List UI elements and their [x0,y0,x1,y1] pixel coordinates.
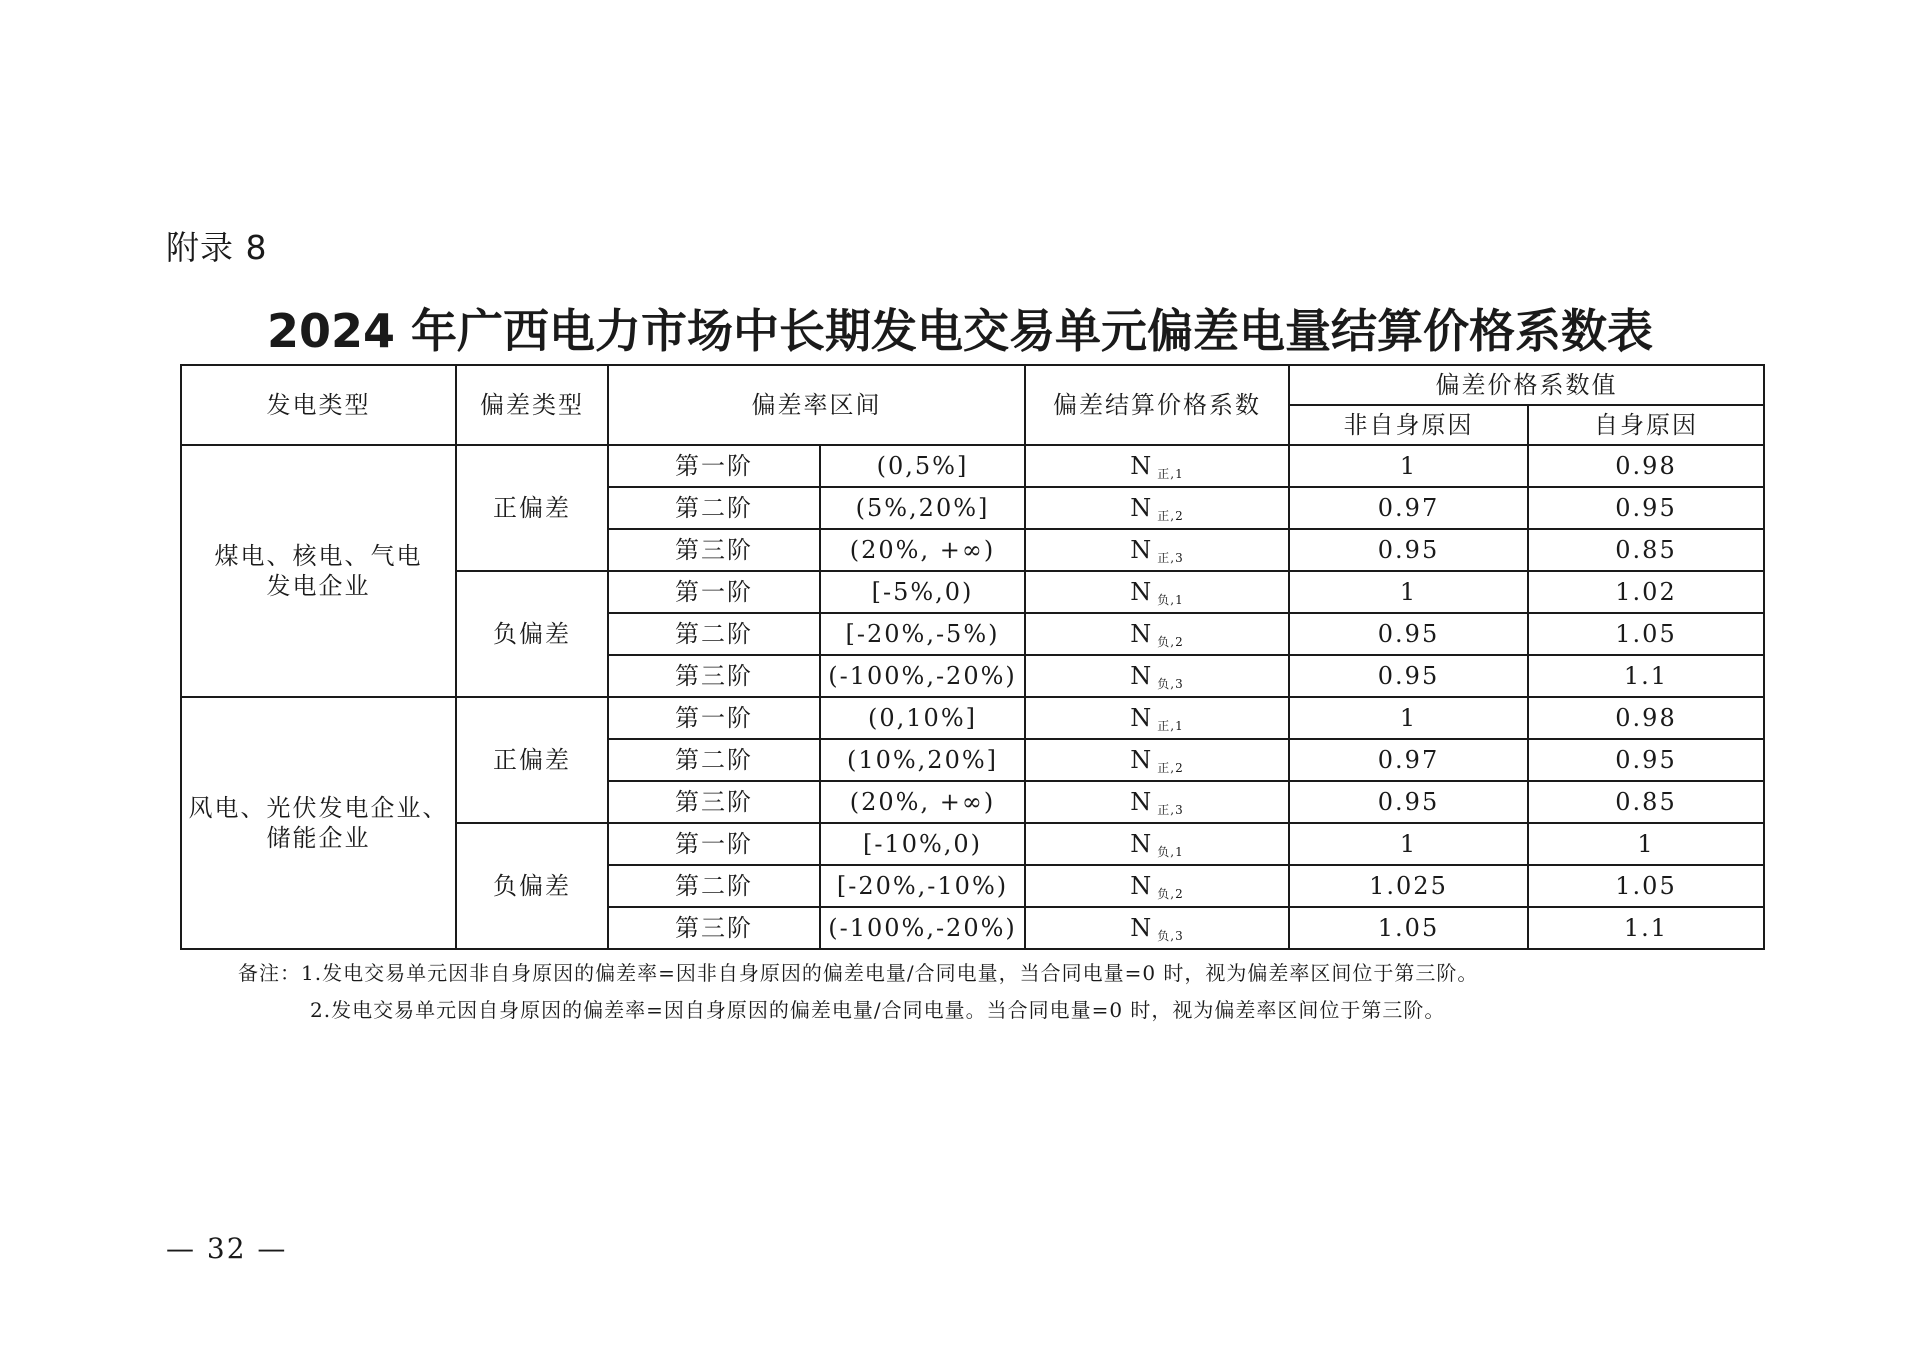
coef-symbol-cell [1025,781,1289,823]
coef-symbol: N [1130,913,1154,942]
coef-symbol-cell [1025,571,1289,613]
coef-symbol-subscript: 负,3 [1157,928,1184,943]
range-cell: [-10%,0) [820,823,1025,865]
range-cell: (0,10%] [820,697,1025,739]
range-cell: [-20%,-10%) [820,865,1025,907]
range-cell: (-100%,-20%) [820,655,1025,697]
coef-symbol-cell [1025,907,1289,949]
range-cell: (5%,20%] [820,487,1025,529]
header-coef-value: 偏差价格系数值 [1289,365,1764,405]
non-self-value-cell: 1 [1289,823,1528,865]
self-value-cell: 0.85 [1528,781,1764,823]
self-value-cell: 1.1 [1528,655,1764,697]
self-value-cell: 1.02 [1528,571,1764,613]
range-cell: (20%, +∞) [820,529,1025,571]
tier-cell: 第二阶 [608,739,820,781]
tier-cell: 第一阶 [608,823,820,865]
non-self-value-cell: 0.97 [1289,739,1528,781]
tier-cell: 第一阶 [608,445,820,487]
appendix-label: 附录 8 [166,228,268,267]
coef-symbol-subscript: 负,2 [1157,634,1184,649]
coef-symbol: N [1130,451,1154,480]
non-self-value-cell: 0.95 [1289,529,1528,571]
tier-cell: 第二阶 [608,865,820,907]
notes [238,955,1478,1029]
coef-symbol-cell [1025,487,1289,529]
non-self-value-cell: 1 [1289,697,1528,739]
header-non-self: 非自身原因 [1289,405,1528,445]
tier-cell: 第二阶 [608,487,820,529]
self-value-cell: 0.95 [1528,739,1764,781]
dev-type-cell: 正偏差 [456,445,608,571]
header-gen-type: 发电类型 [181,365,456,445]
range-cell: (10%,20%] [820,739,1025,781]
dev-type-cell: 负偏差 [456,823,608,949]
tier-cell: 第三阶 [608,529,820,571]
coefficient-table [180,364,1765,950]
range-cell: (0,5%] [820,445,1025,487]
coef-symbol-cell [1025,529,1289,571]
coef-symbol: N [1130,535,1154,564]
non-self-value-cell: 1 [1289,571,1528,613]
page-number: — 32 — [166,1232,288,1265]
range-cell: [-20%,-5%) [820,613,1025,655]
tier-cell: 第三阶 [608,781,820,823]
self-value-cell: 1.05 [1528,613,1764,655]
gen-type-line: 煤电、核电、气电 [214,542,423,570]
coef-symbol: N [1130,661,1154,690]
tier-cell: 第一阶 [608,697,820,739]
coef-symbol-cell [1025,613,1289,655]
header-coef-symbol: 偏差结算价格系数 [1025,365,1289,445]
header-self: 自身原因 [1528,405,1764,445]
tier-cell: 第二阶 [608,613,820,655]
page-title: 2024 年广西电力市场中长期发电交易单元偏差电量结算价格系数表 [266,304,1654,358]
gen-type-line: 储能企业 [266,824,371,852]
range-cell: [-5%,0) [820,571,1025,613]
coef-symbol-subscript: 负,1 [1157,592,1184,607]
gen-type-cell [181,445,456,697]
coef-symbol-cell [1025,445,1289,487]
coef-symbol: N [1130,703,1154,732]
coef-symbol-subscript: 负,3 [1157,676,1184,691]
coef-symbol-subscript: 正,3 [1157,550,1184,565]
self-value-cell: 1.05 [1528,865,1764,907]
non-self-value-cell: 0.97 [1289,487,1528,529]
non-self-value-cell: 0.95 [1289,655,1528,697]
non-self-value-cell: 1 [1289,445,1528,487]
table-row [181,445,1764,487]
coef-symbol-subscript: 正,1 [1157,466,1184,481]
coef-symbol-subscript: 负,2 [1157,886,1184,901]
table-row [181,697,1764,739]
self-value-cell: 1 [1528,823,1764,865]
coef-symbol: N [1130,871,1154,900]
note-line-2: 2.发电交易单元因自身原因的偏差率=因自身原因的偏差电量/合同电量。当合同电量=0 时，视为偏差率区间位于第三阶。 [310,998,1446,1022]
range-cell: (20%, +∞) [820,781,1025,823]
coef-symbol-cell [1025,865,1289,907]
header-dev-type: 偏差类型 [456,365,608,445]
gen-type-cell [181,697,456,949]
tier-cell: 第三阶 [608,907,820,949]
header-dev-rate-range: 偏差率区间 [608,365,1025,445]
non-self-value-cell: 0.95 [1289,781,1528,823]
coef-symbol: N [1130,745,1154,774]
dev-type-cell: 正偏差 [456,697,608,823]
coef-symbol-cell [1025,655,1289,697]
dev-type-cell: 负偏差 [456,571,608,697]
coef-symbol-cell [1025,739,1289,781]
coef-symbol-cell [1025,823,1289,865]
self-value-cell: 1.1 [1528,907,1764,949]
coef-symbol-cell [1025,697,1289,739]
coef-symbol-subscript: 正,2 [1157,508,1184,523]
non-self-value-cell: 1.025 [1289,865,1528,907]
table-body [181,445,1764,949]
coef-symbol-subscript: 正,1 [1157,718,1184,733]
gen-type-line: 风电、光伏发电企业、 [188,794,449,822]
coef-symbol: N [1130,577,1154,606]
coef-symbol: N [1130,619,1154,648]
self-value-cell: 0.95 [1528,487,1764,529]
self-value-cell: 0.85 [1528,529,1764,571]
note-line-1: 备注：1.发电交易单元因非自身原因的偏差率=因非自身原因的偏差电量/合同电量，当合同电量=0 时，视为偏差率区间位于第三阶。 [238,961,1479,985]
coef-symbol-subscript: 正,3 [1157,802,1184,817]
gen-type-line: 发电企业 [266,572,371,600]
coef-symbol: N [1130,829,1154,858]
tier-cell: 第三阶 [608,655,820,697]
coef-symbol-subscript: 负,1 [1157,844,1184,859]
self-value-cell: 0.98 [1528,445,1764,487]
non-self-value-cell: 0.95 [1289,613,1528,655]
coef-symbol: N [1130,493,1154,522]
coef-symbol-subscript: 正,2 [1157,760,1184,775]
non-self-value-cell: 1.05 [1289,907,1528,949]
tier-cell: 第一阶 [608,571,820,613]
self-value-cell: 0.98 [1528,697,1764,739]
range-cell: (-100%,-20%) [820,907,1025,949]
coef-symbol: N [1130,787,1154,816]
